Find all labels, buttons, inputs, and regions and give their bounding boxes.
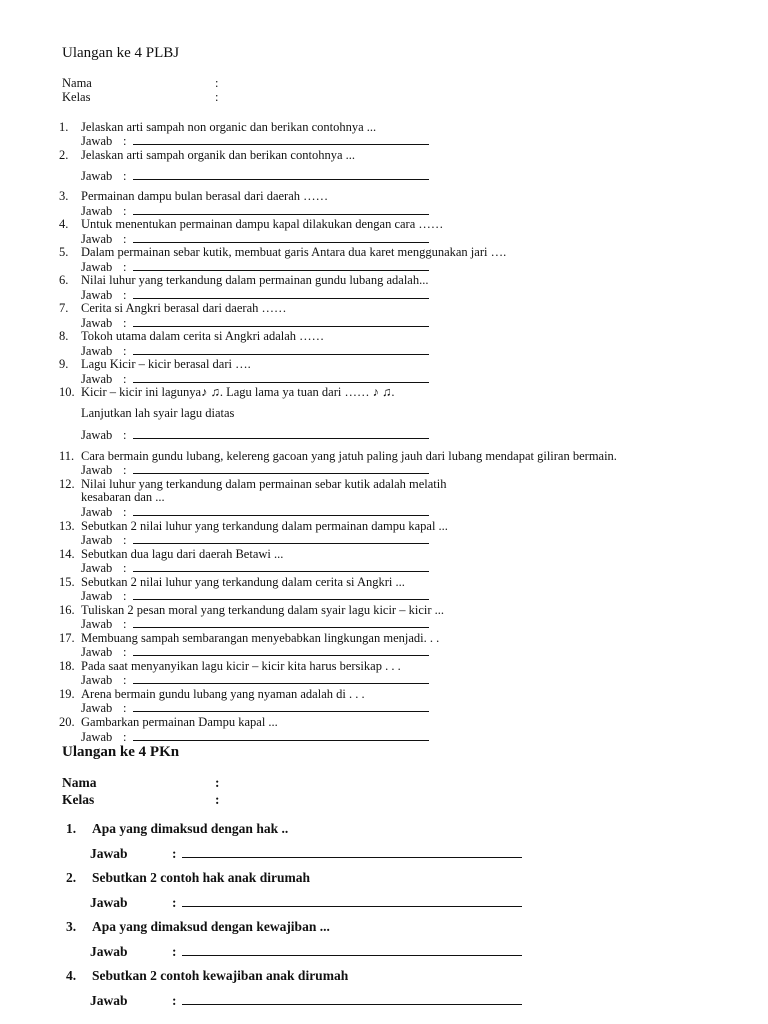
answer-line[interactable] bbox=[133, 325, 429, 327]
question-number: 14. bbox=[59, 547, 75, 561]
question-text: Sebutkan dua lagu dari daerah Betawi ... bbox=[81, 547, 284, 561]
question-text: Pada saat menyanyikan lagu kicir – kicir kita harus bersikap . . . bbox=[81, 659, 401, 673]
answer-row bbox=[81, 646, 429, 659]
question-item bbox=[59, 358, 251, 371]
answer-line[interactable] bbox=[133, 739, 429, 741]
field-label: Nama bbox=[62, 76, 92, 90]
plbj-title: Ulangan ke 4 PLBJ bbox=[62, 45, 180, 61]
field-label: Kelas bbox=[62, 792, 95, 807]
question-number: 8. bbox=[59, 329, 69, 343]
answer-label: Jawab bbox=[81, 645, 113, 659]
answer-row bbox=[81, 702, 429, 715]
answer-line[interactable] bbox=[133, 143, 429, 145]
pkn-name-field bbox=[62, 776, 97, 790]
question-item bbox=[59, 520, 448, 533]
answer-line[interactable] bbox=[182, 856, 522, 858]
question-text: Nilai luhur yang terkandung dalam permainan sebar kutik adalah melatih bbox=[81, 477, 447, 491]
answer-row bbox=[81, 674, 429, 687]
field-colon: : bbox=[215, 90, 219, 104]
answer-line[interactable] bbox=[182, 905, 522, 907]
answer-label: Jawab bbox=[81, 730, 113, 744]
question-number: 9. bbox=[59, 357, 69, 371]
question-number: 2. bbox=[66, 870, 77, 885]
answer-row bbox=[81, 429, 429, 442]
question-item bbox=[59, 218, 443, 231]
answer-line[interactable] bbox=[133, 710, 429, 712]
answer-colon: : bbox=[123, 204, 127, 218]
question-item bbox=[59, 386, 394, 399]
answer-label: Jawab bbox=[81, 204, 113, 218]
answer-colon: : bbox=[123, 645, 127, 659]
question-number: 3. bbox=[66, 919, 77, 934]
pkn-class-field bbox=[62, 793, 94, 807]
question-item bbox=[59, 149, 355, 162]
answer-colon: : bbox=[123, 169, 127, 183]
answer-line[interactable] bbox=[133, 570, 429, 572]
field-label: Nama bbox=[62, 775, 97, 790]
answer-colon: : bbox=[123, 344, 127, 358]
field-label: Kelas bbox=[62, 90, 91, 104]
answer-line[interactable] bbox=[133, 472, 429, 474]
answer-colon: : bbox=[123, 589, 127, 603]
question-text: Apa yang dimaksud dengan hak .. bbox=[92, 821, 289, 836]
question-text: Sebutkan 2 nilai luhur yang terkandung dalam permainan dampu kapal ... bbox=[81, 519, 448, 533]
answer-line[interactable] bbox=[133, 598, 429, 600]
question-number: 4. bbox=[59, 217, 69, 231]
answer-row bbox=[81, 261, 429, 274]
question-number: 13. bbox=[59, 519, 75, 533]
answer-line[interactable] bbox=[133, 514, 429, 516]
question-text: Nilai luhur yang terkandung dalam permainan gundu lubang adalah... bbox=[81, 273, 429, 287]
answer-label: Jawab bbox=[90, 993, 128, 1008]
answer-label: Jawab bbox=[90, 846, 128, 861]
answer-label: Jawab bbox=[81, 169, 113, 183]
answer-line[interactable] bbox=[182, 1003, 522, 1005]
answer-label: Jawab bbox=[81, 316, 113, 330]
question-text: Lagu Kicir – kicir berasal dari …. bbox=[81, 357, 251, 371]
question-number: 11. bbox=[59, 449, 75, 463]
answer-label: Jawab bbox=[81, 673, 113, 687]
question-number: 5. bbox=[59, 245, 69, 259]
answer-row bbox=[81, 373, 429, 386]
answer-line[interactable] bbox=[133, 269, 429, 271]
question-text: Sebutkan 2 contoh hak anak dirumah bbox=[92, 870, 310, 885]
field-colon: : bbox=[215, 76, 219, 90]
answer-colon: : bbox=[123, 260, 127, 274]
question-item bbox=[59, 688, 365, 701]
answer-row bbox=[81, 135, 429, 148]
plbj-class-field bbox=[62, 91, 90, 104]
answer-colon: : bbox=[123, 505, 127, 519]
answer-row bbox=[81, 170, 429, 183]
answer-label: Jawab bbox=[81, 701, 113, 715]
answer-colon: : bbox=[172, 895, 177, 910]
question-number: 15. bbox=[59, 575, 75, 589]
question-number: 3. bbox=[59, 189, 69, 203]
question-text: Sebutkan 2 nilai luhur yang terkandung dalam cerita si Angkri ... bbox=[81, 575, 405, 589]
answer-row bbox=[81, 464, 429, 477]
answer-row bbox=[81, 205, 429, 218]
answer-label: Jawab bbox=[81, 505, 113, 519]
answer-label: Jawab bbox=[90, 895, 128, 910]
answer-colon: : bbox=[172, 944, 177, 959]
question-text: Apa yang dimaksud dengan kewajiban ... bbox=[92, 919, 330, 934]
answer-label: Jawab bbox=[81, 134, 113, 148]
question-text: Tokoh utama dalam cerita si Angkri adalah …… bbox=[81, 329, 325, 343]
answer-line[interactable] bbox=[133, 654, 429, 656]
question-number: 10. bbox=[59, 385, 75, 399]
question-item bbox=[66, 969, 348, 983]
field-colon: : bbox=[215, 792, 220, 807]
question-number: 17. bbox=[59, 631, 75, 645]
plbj-name-field bbox=[62, 77, 92, 90]
question-text: Kicir – kicir ini lagunya♪ ♫. Lagu lama ya tuan dari …… ♪ ♫. bbox=[81, 385, 395, 399]
answer-colon: : bbox=[172, 993, 177, 1008]
answer-colon: : bbox=[123, 561, 127, 575]
question-item bbox=[59, 660, 401, 673]
answer-colon: : bbox=[123, 428, 127, 442]
question-text: Arena bermain gundu lubang yang nyaman adalah di . . . bbox=[81, 687, 365, 701]
answer-line[interactable] bbox=[133, 626, 429, 628]
question-item bbox=[59, 632, 439, 645]
question-text-continued: Lanjutkan lah syair lagu diatas bbox=[81, 406, 235, 420]
question-number: 6. bbox=[59, 273, 69, 287]
answer-row bbox=[90, 994, 522, 1008]
answer-line[interactable] bbox=[133, 437, 429, 439]
answer-label: Jawab bbox=[81, 232, 113, 246]
question-number: 16. bbox=[59, 603, 75, 617]
answer-label: Jawab bbox=[81, 617, 113, 631]
answer-line[interactable] bbox=[133, 682, 429, 684]
question-number: 19. bbox=[59, 687, 75, 701]
answer-line[interactable] bbox=[182, 954, 522, 956]
answer-colon: : bbox=[123, 232, 127, 246]
question-number: 4. bbox=[66, 968, 77, 983]
answer-label: Jawab bbox=[81, 428, 113, 442]
answer-colon: : bbox=[123, 617, 127, 631]
question-text-continued: kesabaran dan ... bbox=[81, 490, 165, 504]
question-text: Tuliskan 2 pesan moral yang terkandung dalam syair lagu kicir – kicir ... bbox=[81, 603, 445, 617]
answer-line[interactable] bbox=[133, 241, 429, 243]
answer-row bbox=[81, 731, 429, 744]
answer-row bbox=[90, 945, 522, 959]
question-number: 18. bbox=[59, 659, 75, 673]
question-number: 20. bbox=[59, 715, 75, 729]
question-item bbox=[59, 121, 376, 134]
answer-label: Jawab bbox=[81, 288, 113, 302]
question-item bbox=[59, 330, 324, 343]
question-item bbox=[59, 604, 444, 617]
question-item bbox=[59, 450, 617, 463]
answer-label: Jawab bbox=[90, 944, 128, 959]
field-colon: : bbox=[215, 775, 220, 790]
answer-colon: : bbox=[123, 701, 127, 715]
question-item bbox=[66, 822, 288, 836]
answer-colon: : bbox=[172, 846, 177, 861]
answer-row bbox=[81, 590, 429, 603]
answer-line[interactable] bbox=[133, 542, 429, 544]
question-text: Cara bermain gundu lubang, kelereng gacoan yang jatuh paling jauh dari lubang mendapat giliran bermain. bbox=[81, 449, 617, 463]
question-item bbox=[59, 190, 328, 203]
question-item bbox=[59, 302, 287, 315]
answer-colon: : bbox=[123, 316, 127, 330]
answer-label: Jawab bbox=[81, 344, 113, 358]
question-text: Cerita si Angkri berasal dari daerah …… bbox=[81, 301, 287, 315]
question-number: 1. bbox=[66, 821, 77, 836]
question-number: 2. bbox=[59, 148, 69, 162]
question-item bbox=[59, 478, 447, 491]
question-number: 12. bbox=[59, 477, 75, 491]
answer-row bbox=[81, 506, 429, 519]
question-item bbox=[59, 274, 428, 287]
answer-colon: : bbox=[123, 463, 127, 477]
answer-line[interactable] bbox=[133, 297, 429, 299]
answer-line[interactable] bbox=[133, 381, 429, 383]
question-item bbox=[59, 246, 506, 259]
question-text: Permainan dampu bulan berasal dari daerah …… bbox=[81, 189, 329, 203]
question-item bbox=[59, 548, 283, 561]
pkn-title: Ulangan ke 4 PKn bbox=[62, 744, 180, 760]
question-text: Jelaskan arti sampah organik dan berikan contohnya ... bbox=[81, 148, 355, 162]
answer-line[interactable] bbox=[133, 178, 429, 180]
question-item bbox=[59, 716, 278, 729]
answer-label: Jawab bbox=[81, 561, 113, 575]
answer-row bbox=[90, 847, 522, 861]
question-text: Gambarkan permainan Dampu kapal ... bbox=[81, 715, 278, 729]
answer-colon: : bbox=[123, 372, 127, 386]
answer-line[interactable] bbox=[133, 353, 429, 355]
answer-line[interactable] bbox=[133, 213, 429, 215]
question-item bbox=[66, 871, 310, 885]
answer-colon: : bbox=[123, 730, 127, 744]
answer-label: Jawab bbox=[81, 463, 113, 477]
answer-row bbox=[81, 618, 429, 631]
answer-row bbox=[81, 534, 429, 547]
question-item bbox=[59, 576, 405, 589]
answer-label: Jawab bbox=[81, 589, 113, 603]
question-text: Untuk menentukan permainan dampu kapal dilakukan dengan cara …… bbox=[81, 217, 444, 231]
question-text: Jelaskan arti sampah non organic dan berikan contohnya ... bbox=[81, 120, 377, 134]
answer-label: Jawab bbox=[81, 533, 113, 547]
answer-row bbox=[81, 233, 429, 246]
answer-colon: : bbox=[123, 673, 127, 687]
answer-row bbox=[81, 289, 429, 302]
question-text: Sebutkan 2 contoh kewajiban anak dirumah bbox=[92, 968, 349, 983]
question-text: Dalam permainan sebar kutik, membuat garis Antara dua karet menggunakan jari …. bbox=[81, 245, 507, 259]
answer-colon: : bbox=[123, 533, 127, 547]
answer-row bbox=[81, 562, 429, 575]
answer-colon: : bbox=[123, 134, 127, 148]
answer-row bbox=[81, 317, 429, 330]
question-item bbox=[66, 920, 330, 934]
question-number: 7. bbox=[59, 301, 69, 315]
question-text: Membuang sampah sembarangan menyebabkan lingkungan menjadi. . . bbox=[81, 631, 440, 645]
answer-label: Jawab bbox=[81, 372, 113, 386]
answer-row bbox=[90, 896, 522, 910]
question-number: 1. bbox=[59, 120, 69, 134]
answer-label: Jawab bbox=[81, 260, 113, 274]
answer-row bbox=[81, 345, 429, 358]
answer-colon: : bbox=[123, 288, 127, 302]
